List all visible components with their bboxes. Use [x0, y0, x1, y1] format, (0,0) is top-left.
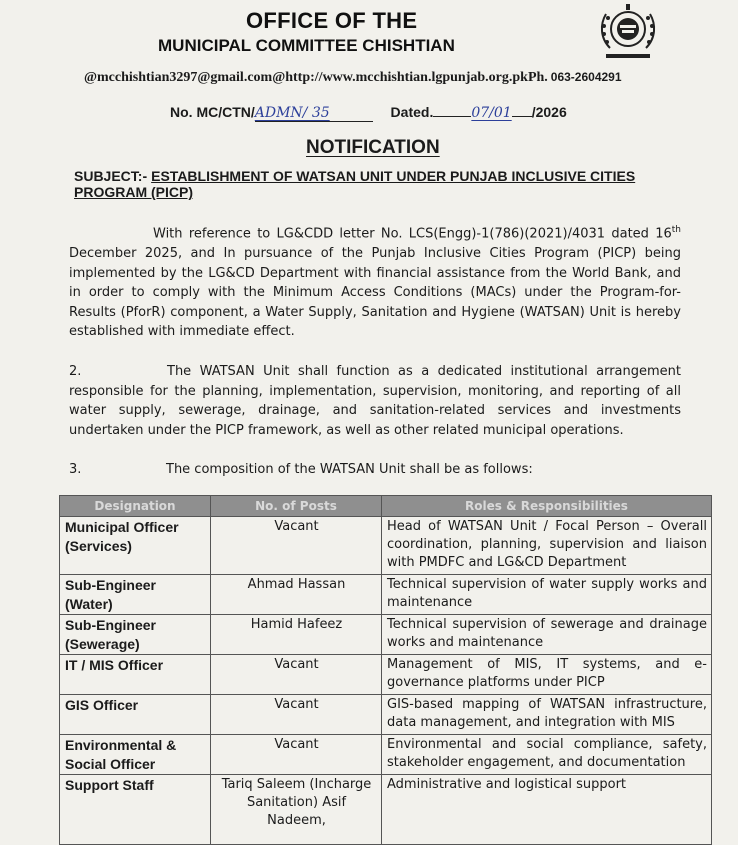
table-row	[60, 775, 712, 845]
roles-cell: Technical supervision of sewerage and drainage works and maintenance	[382, 615, 712, 655]
phone-text: 063-2604291	[550, 70, 622, 84]
notification-heading: NOTIFICATION	[306, 137, 440, 158]
table-row	[60, 695, 712, 735]
designation-cell: GIS Officer	[60, 695, 211, 735]
posts-cell: Vacant	[211, 517, 382, 575]
office-subtitle: MUNICIPAL COMMITTEE CHISHTIAN	[158, 36, 455, 55]
designation-cell: Sub-Engineer (Sewerage)	[60, 615, 211, 655]
table-row	[60, 735, 712, 775]
superscript-th: th	[671, 225, 681, 235]
paragraph-3-number: 3.	[69, 462, 82, 477]
office-title: OFFICE OF THE	[246, 8, 418, 33]
paragraph-1-text-a: With reference to LG&CDD letter No. LCS(Engg)-1(786)(2021)/4031 dated 16	[153, 226, 672, 242]
designation-cell: IT / MIS Officer	[60, 655, 211, 695]
subject-text: ESTABLISHMENT OF WATSAN UNIT UNDER PUNJAB INCLUSIVE CITIES PROGRAM (PICP)	[74, 168, 636, 200]
dated-label: Dated.	[390, 104, 434, 120]
designation-cell: Municipal Officer (Services)	[60, 517, 211, 575]
posts-cell: Hamid Hafeez	[211, 615, 382, 655]
roles-cell: Environmental and social compliance, safety, stakeholder engagement, and documentation	[382, 735, 712, 775]
email-text: @mcchishtian3297@gmail.com	[84, 70, 273, 85]
designation-cell: Support Staff	[60, 775, 211, 845]
reference-label: No. MC/CTN/	[170, 104, 255, 120]
watsan-composition-table	[59, 495, 712, 845]
table-row	[60, 655, 712, 695]
subject-line	[74, 168, 664, 200]
table-row	[60, 575, 712, 615]
posts-cell: Tariq Saleem (Incharge Sanitation) Asif Nadeem,	[211, 775, 382, 845]
roles-cell: Management of MIS, IT systems, and e-governance platforms under PICP	[382, 655, 712, 695]
roles-cell: Head of WATSAN Unit / Focal Person – Overall coordination, planning, supervision and liaison with PMDFC and LG&CD Department	[382, 517, 712, 575]
posts-cell: Vacant	[211, 655, 382, 695]
contact-line	[84, 70, 622, 86]
posts-cell: Vacant	[211, 695, 382, 735]
year-text: /2026	[531, 104, 567, 120]
header-posts: No. of Posts	[211, 496, 382, 517]
paragraph-2	[69, 362, 681, 440]
posts-cell: Ahmad Hassan	[211, 575, 382, 615]
designation-cell: Environmental & Social Officer	[60, 735, 211, 775]
website-text: @http://www.mcchishtian.lgpunjab.org.pkPh.	[272, 70, 548, 85]
table-row	[60, 517, 712, 575]
subject-label: SUBJECT:-	[74, 168, 148, 184]
table-header-row	[60, 496, 712, 517]
header-roles: Roles & Responsibilities	[382, 496, 712, 517]
roles-cell: Technical supervision of water supply works and maintenance	[382, 575, 712, 615]
header-designation: Designation	[60, 496, 211, 517]
designation-cell: Sub-Engineer (Water)	[60, 575, 211, 615]
posts-cell: Vacant	[211, 735, 382, 775]
roles-cell: Administrative and logistical support	[382, 775, 712, 845]
paragraph-2-text: The WATSAN Unit shall function as a dedicated institutional arrangement responsible for the planning, implementation, supervision, monitoring, and reporting of all water supply, sewerage, drainage, and sanitation-related services and investments undertaken under the PICP framework, as well as other related municipal operations.	[69, 364, 681, 438]
paragraph-2-number: 2.	[69, 364, 82, 379]
table-row	[60, 615, 712, 655]
paragraph-3-text: The composition of the WATSAN Unit shall be as follows:	[166, 462, 533, 477]
handwritten-date: 07/01	[471, 105, 512, 121]
paragraph-1	[69, 221, 681, 342]
reference-line	[170, 104, 567, 122]
paragraph-1-text-b: December 2025, and In pursuance of the Punjab Inclusive Cities Program (PICP) being implemented by the LG&CD Department with financial assistance from the World Bank, and in order to comply with the Minimum Access Conditions (MACs) under the Program-for-Results (PforR) component, a Water Supply, Sanitation and Hygiene (WATSAN) Unit is hereby established with immediate effect.	[69, 245, 681, 340]
roles-cell: GIS-based mapping of WATSAN infrastructure, data management, and integration with MIS	[382, 695, 712, 735]
reference-number: ADMN/ 35	[255, 105, 373, 122]
paragraph-3	[69, 460, 681, 480]
municipal-emblem-icon	[592, 2, 664, 64]
